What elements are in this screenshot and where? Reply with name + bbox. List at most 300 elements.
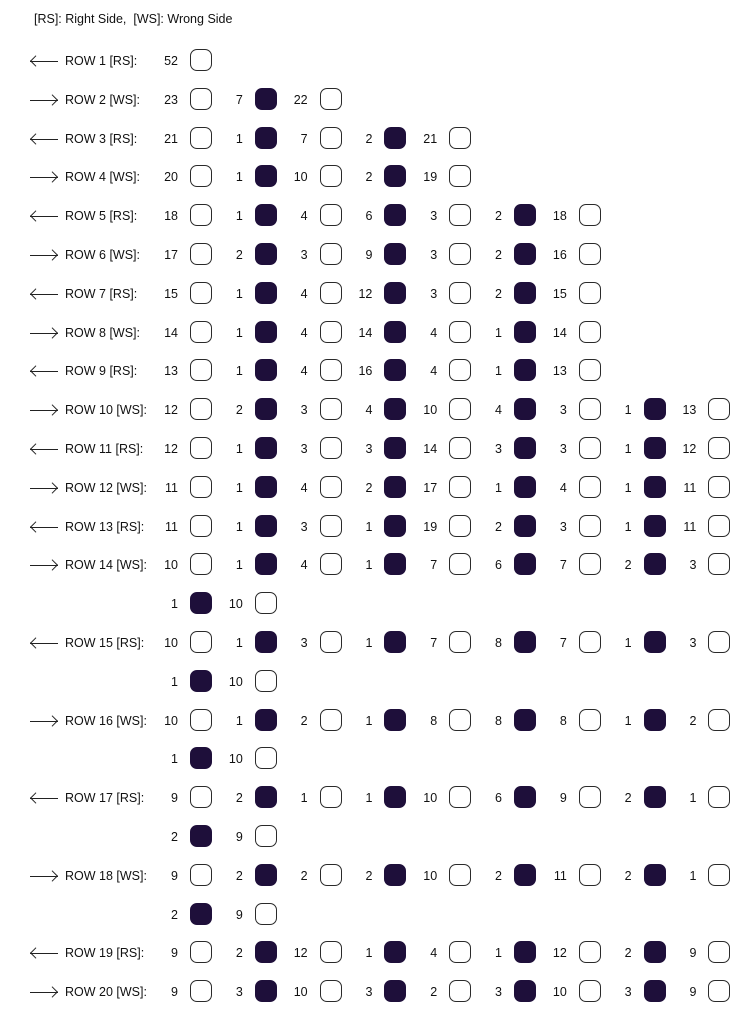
stitch-count: 23	[164, 92, 178, 107]
stitch-count: 2	[495, 286, 502, 301]
dark-stitch-square	[514, 709, 536, 731]
stitch-count: 9	[235, 907, 243, 922]
light-stitch-square	[190, 553, 212, 575]
dark-stitch-square	[384, 941, 406, 963]
stitch-count: 10	[164, 558, 178, 573]
stitch-count: 14	[552, 325, 567, 340]
light-stitch-square	[320, 243, 342, 265]
stitch-count: 1	[365, 713, 373, 728]
light-stitch-square	[320, 515, 342, 537]
stitch-count: 4	[300, 480, 308, 495]
dark-stitch-square	[514, 359, 536, 381]
chart-row	[0, 48, 752, 76]
stitch-count: 10	[228, 597, 243, 612]
dark-stitch-square	[255, 282, 277, 304]
chart-row-continuation	[0, 669, 752, 697]
arrow-right-icon	[30, 255, 58, 256]
stitch-count: 7	[559, 636, 567, 650]
stitch-count: 3	[300, 442, 308, 456]
stitch-count: 7	[235, 92, 243, 107]
row-label: ROW 10 [WS]:	[65, 403, 147, 418]
stitch-count: 18	[552, 209, 567, 224]
stitch-count: 3	[559, 519, 567, 534]
dark-stitch-square	[384, 980, 406, 1002]
arrow-right-icon	[30, 177, 58, 178]
light-stitch-square	[449, 204, 471, 226]
stitch-count: 3	[559, 403, 567, 418]
stitch-count: 21	[164, 131, 178, 146]
stitch-count: 4	[430, 325, 438, 340]
light-stitch-square	[320, 359, 342, 381]
light-stitch-square	[708, 553, 730, 575]
light-stitch-square	[255, 670, 277, 692]
light-stitch-square	[320, 786, 342, 808]
dark-stitch-square	[384, 553, 406, 575]
dark-stitch-square	[384, 127, 406, 149]
stitch-count: 1	[171, 752, 178, 767]
stitch-count: 3	[300, 403, 308, 418]
light-stitch-square	[449, 941, 471, 963]
stitch-count: 10	[228, 752, 243, 767]
row-label: ROW 16 [WS]:	[65, 713, 147, 728]
dark-stitch-square	[384, 864, 406, 886]
row-label: ROW 2 [WS]:	[65, 92, 140, 107]
stitch-count: 2	[365, 131, 373, 146]
dark-stitch-square	[644, 437, 666, 459]
dark-stitch-square	[514, 553, 536, 575]
arrow-left-icon	[30, 798, 58, 799]
light-stitch-square	[190, 127, 212, 149]
stitch-count: 1	[624, 403, 632, 418]
chart-row	[0, 320, 752, 348]
row-label: ROW 13 [RS]:	[65, 519, 145, 534]
dark-stitch-square	[384, 709, 406, 731]
light-stitch-square	[449, 980, 471, 1002]
stitch-count: 15	[164, 286, 178, 301]
light-stitch-square	[449, 165, 471, 187]
chart-row	[0, 242, 752, 270]
dark-stitch-square	[255, 786, 277, 808]
stitch-count: 2	[495, 248, 502, 262]
stitch-count: 1	[235, 480, 243, 495]
light-stitch-square	[579, 709, 601, 731]
stitch-count: 2	[235, 791, 243, 806]
arrow-left-icon	[30, 953, 58, 954]
stitch-count: 2	[300, 713, 308, 728]
light-stitch-square	[449, 709, 471, 731]
light-stitch-square	[190, 165, 212, 187]
light-stitch-square	[190, 476, 212, 498]
light-stitch-square	[449, 631, 471, 653]
stitch-count: 2	[171, 907, 178, 922]
light-stitch-square	[579, 476, 601, 498]
dark-stitch-square	[255, 359, 277, 381]
stitch-count: 2	[235, 868, 243, 883]
stitch-count: 1	[235, 325, 243, 340]
dark-stitch-square	[255, 204, 277, 226]
stitch-count: 1	[495, 325, 502, 340]
dark-stitch-square	[514, 282, 536, 304]
stitch-count: 4	[300, 286, 308, 301]
stitch-count: 10	[423, 403, 438, 418]
stitch-count: 19	[423, 170, 438, 185]
light-stitch-square	[190, 709, 212, 731]
stitch-count: 1	[235, 713, 243, 728]
row-label: ROW 1 [RS]:	[65, 54, 138, 68]
chart-row	[0, 436, 752, 464]
stitch-count: 18	[164, 209, 178, 224]
stitch-count: 1	[365, 519, 373, 534]
light-stitch-square	[449, 437, 471, 459]
arrow-left-icon	[30, 216, 58, 217]
dark-stitch-square	[514, 437, 536, 459]
arrow-left-icon	[30, 61, 58, 62]
chart-row	[0, 203, 752, 231]
dark-stitch-square	[190, 747, 212, 769]
stitch-count: 4	[300, 558, 308, 573]
chart-row	[0, 164, 752, 192]
chart-row	[0, 785, 752, 813]
stitch-count: 2	[235, 946, 243, 961]
light-stitch-square	[579, 786, 601, 808]
row-label: ROW 18 [WS]:	[65, 868, 147, 883]
stitch-count: 3	[495, 985, 502, 1000]
stitch-count: 3	[300, 519, 308, 534]
light-stitch-square	[190, 515, 212, 537]
dark-stitch-square	[644, 631, 666, 653]
stitch-count: 10	[164, 713, 178, 728]
dark-stitch-square	[384, 786, 406, 808]
stitch-count: 1	[235, 558, 243, 573]
dark-stitch-square	[255, 631, 277, 653]
light-stitch-square	[579, 515, 601, 537]
arrow-left-icon	[30, 643, 58, 644]
stitch-count: 1	[171, 674, 178, 689]
light-stitch-square	[449, 515, 471, 537]
stitch-count: 3	[430, 248, 438, 262]
stitch-count: 1	[235, 519, 243, 534]
dark-stitch-square	[514, 243, 536, 265]
stitch-count: 3	[559, 442, 567, 456]
dark-stitch-square	[644, 398, 666, 420]
stitch-count: 10	[164, 636, 178, 650]
chart-row	[0, 979, 752, 1007]
stitch-count: 1	[495, 364, 502, 379]
stitch-count: 1	[624, 713, 632, 728]
light-stitch-square	[190, 980, 212, 1002]
light-stitch-square	[708, 437, 730, 459]
stitch-count: 12	[358, 286, 373, 301]
dark-stitch-square	[255, 709, 277, 731]
stitch-count: 9	[689, 985, 697, 1000]
dark-stitch-square	[255, 398, 277, 420]
light-stitch-square	[449, 282, 471, 304]
light-stitch-square	[190, 359, 212, 381]
stitch-count: 22	[293, 92, 308, 107]
arrow-right-icon	[30, 333, 58, 334]
chart-row-continuation	[0, 591, 752, 619]
dark-stitch-square	[514, 864, 536, 886]
row-label: ROW 19 [RS]:	[65, 946, 145, 961]
chart-row	[0, 358, 752, 386]
dark-stitch-square	[644, 864, 666, 886]
stitch-count: 7	[430, 636, 438, 650]
row-label: ROW 15 [RS]:	[65, 636, 145, 650]
row-label: ROW 9 [RS]:	[65, 364, 138, 379]
stitch-count: 13	[682, 403, 697, 418]
stitch-count: 4	[300, 364, 308, 379]
light-stitch-square	[579, 282, 601, 304]
stitch-count: 2	[171, 830, 178, 844]
light-stitch-square	[255, 592, 277, 614]
stitch-count: 9	[235, 830, 243, 844]
stitch-count: 12	[164, 442, 178, 456]
dark-stitch-square	[384, 398, 406, 420]
stitch-count: 4	[430, 946, 438, 961]
light-stitch-square	[320, 553, 342, 575]
light-stitch-square	[449, 398, 471, 420]
stitch-count: 3	[365, 985, 373, 1000]
light-stitch-square	[190, 864, 212, 886]
stitch-count: 4	[430, 364, 438, 379]
stitch-count: 9	[689, 946, 697, 961]
stitch-count: 11	[683, 519, 697, 534]
stitch-count: 2	[365, 868, 373, 883]
light-stitch-square	[579, 321, 601, 343]
stitch-count: 2	[365, 170, 373, 185]
light-stitch-square	[579, 941, 601, 963]
stitch-count: 14	[358, 325, 373, 340]
stitch-count: 1	[235, 286, 243, 301]
dark-stitch-square	[190, 592, 212, 614]
light-stitch-square	[320, 437, 342, 459]
stitch-count: 3	[235, 985, 243, 1000]
stitch-count: 10	[552, 985, 567, 1000]
dark-stitch-square	[644, 786, 666, 808]
light-stitch-square	[579, 553, 601, 575]
stitch-count: 14	[164, 325, 178, 340]
row-label: ROW 20 [WS]:	[65, 985, 147, 1000]
light-stitch-square	[579, 437, 601, 459]
light-stitch-square	[255, 903, 277, 925]
dark-stitch-square	[255, 515, 277, 537]
light-stitch-square	[190, 786, 212, 808]
dark-stitch-square	[514, 515, 536, 537]
light-stitch-square	[579, 359, 601, 381]
stitch-count: 16	[358, 364, 373, 379]
light-stitch-square	[579, 204, 601, 226]
dark-stitch-square	[255, 437, 277, 459]
light-stitch-square	[320, 282, 342, 304]
light-stitch-square	[255, 825, 277, 847]
dark-stitch-square	[384, 204, 406, 226]
light-stitch-square	[449, 321, 471, 343]
arrow-left-icon	[30, 139, 58, 140]
light-stitch-square	[190, 321, 212, 343]
stitch-count: 8	[430, 713, 438, 728]
stitch-count: 1	[235, 170, 243, 185]
stitch-count: 3	[689, 558, 697, 573]
stitch-count: 52	[164, 54, 178, 68]
stitch-count: 10	[293, 170, 308, 185]
light-stitch-square	[579, 243, 601, 265]
stitch-count: 9	[171, 946, 178, 961]
dark-stitch-square	[644, 709, 666, 731]
light-stitch-square	[579, 631, 601, 653]
stitch-count: 1	[235, 131, 243, 146]
stitch-count: 1	[689, 868, 697, 883]
stitch-count: 20	[164, 170, 178, 185]
chart-row	[0, 514, 752, 542]
dark-stitch-square	[190, 670, 212, 692]
chart-row-continuation	[0, 824, 752, 852]
light-stitch-square	[708, 709, 730, 731]
stitch-count: 7	[430, 558, 438, 573]
dark-stitch-square	[255, 980, 277, 1002]
light-stitch-square	[708, 941, 730, 963]
arrow-left-icon	[30, 371, 58, 372]
light-stitch-square	[320, 980, 342, 1002]
stitch-count: 8	[559, 713, 567, 728]
light-stitch-square	[190, 204, 212, 226]
dark-stitch-square	[384, 282, 406, 304]
stitch-count: 3	[365, 442, 373, 456]
dark-stitch-square	[644, 476, 666, 498]
row-label: ROW 3 [RS]:	[65, 131, 138, 146]
dark-stitch-square	[384, 359, 406, 381]
chart-row	[0, 940, 752, 968]
stitch-count: 13	[164, 364, 178, 379]
stitch-count: 15	[552, 286, 567, 301]
dark-stitch-square	[255, 321, 277, 343]
stitch-count: 2	[689, 713, 697, 728]
stitch-count: 11	[683, 480, 697, 495]
dark-stitch-square	[514, 786, 536, 808]
chart-row	[0, 630, 752, 658]
light-stitch-square	[190, 941, 212, 963]
dark-stitch-square	[255, 88, 277, 110]
stitch-count: 2	[300, 868, 308, 883]
stitch-count: 10	[293, 985, 308, 1000]
stitch-count: 1	[365, 558, 373, 573]
dark-stitch-square	[255, 941, 277, 963]
dark-stitch-square	[514, 980, 536, 1002]
stitch-count: 4	[300, 209, 308, 224]
chart-row-continuation	[0, 902, 752, 930]
dark-stitch-square	[384, 476, 406, 498]
stitch-count: 14	[423, 442, 438, 456]
light-stitch-square	[190, 49, 212, 71]
chart-row	[0, 87, 752, 115]
stitch-count: 1	[235, 364, 243, 379]
arrow-right-icon	[30, 721, 58, 722]
stitch-count: 4	[365, 403, 373, 418]
stitch-count: 8	[495, 713, 502, 728]
dark-stitch-square	[514, 631, 536, 653]
stitch-count: 1	[624, 519, 632, 534]
light-stitch-square	[320, 476, 342, 498]
stitch-count: 6	[365, 209, 373, 224]
stitch-count: 13	[552, 364, 567, 379]
stitch-count: 12	[552, 946, 567, 961]
legend-text: [RS]: Right Side, [WS]: Wrong Side	[34, 12, 233, 26]
stitch-count: 11	[553, 868, 567, 883]
stitch-count: 11	[165, 480, 178, 495]
chart-row	[0, 552, 752, 580]
row-label: ROW 14 [WS]:	[65, 558, 147, 573]
light-stitch-square	[190, 243, 212, 265]
dark-stitch-square	[514, 398, 536, 420]
stitch-count: 1	[235, 209, 243, 224]
stitch-count: 9	[171, 868, 178, 883]
stitch-count: 9	[171, 985, 178, 1000]
light-stitch-square	[708, 980, 730, 1002]
stitch-count: 19	[423, 519, 438, 534]
light-stitch-square	[320, 165, 342, 187]
chart-row	[0, 708, 752, 736]
stitch-count: 2	[430, 985, 438, 1000]
row-label: ROW 6 [WS]:	[65, 248, 140, 262]
light-stitch-square	[708, 476, 730, 498]
light-stitch-square	[320, 864, 342, 886]
stitch-count: 17	[423, 480, 438, 495]
dark-stitch-square	[255, 165, 277, 187]
dark-stitch-square	[644, 515, 666, 537]
light-stitch-square	[190, 88, 212, 110]
light-stitch-square	[190, 282, 212, 304]
light-stitch-square	[449, 864, 471, 886]
stitch-count: 3	[300, 248, 308, 262]
light-stitch-square	[320, 321, 342, 343]
light-stitch-square	[320, 127, 342, 149]
light-stitch-square	[449, 786, 471, 808]
chart-row	[0, 126, 752, 154]
stitch-count: 1	[495, 946, 502, 961]
arrow-left-icon	[30, 449, 58, 450]
stitch-count: 2	[235, 403, 243, 418]
dark-stitch-square	[255, 243, 277, 265]
stitch-count: 4	[495, 403, 502, 418]
light-stitch-square	[708, 398, 730, 420]
light-stitch-square	[320, 88, 342, 110]
light-stitch-square	[255, 747, 277, 769]
light-stitch-square	[449, 243, 471, 265]
arrow-right-icon	[30, 992, 58, 993]
stitch-count: 2	[624, 946, 632, 961]
dark-stitch-square	[190, 903, 212, 925]
stitch-count: 1	[365, 946, 373, 961]
dark-stitch-square	[644, 980, 666, 1002]
stitch-count: 1	[689, 791, 697, 806]
stitch-count: 2	[495, 868, 502, 883]
stitch-count: 1	[171, 597, 178, 612]
light-stitch-square	[320, 398, 342, 420]
chart-row-continuation	[0, 746, 752, 774]
row-label: ROW 12 [WS]:	[65, 480, 147, 495]
stitch-count: 10	[228, 674, 243, 689]
stitch-count: 8	[495, 636, 502, 650]
stitch-count: 7	[300, 131, 308, 146]
stitch-count: 3	[495, 442, 502, 456]
stitch-count: 2	[624, 791, 632, 806]
dark-stitch-square	[255, 127, 277, 149]
dark-stitch-square	[384, 243, 406, 265]
stitch-count: 2	[624, 558, 632, 573]
arrow-right-icon	[30, 410, 58, 411]
chart-row	[0, 397, 752, 425]
row-label: ROW 5 [RS]:	[65, 209, 138, 224]
light-stitch-square	[320, 709, 342, 731]
